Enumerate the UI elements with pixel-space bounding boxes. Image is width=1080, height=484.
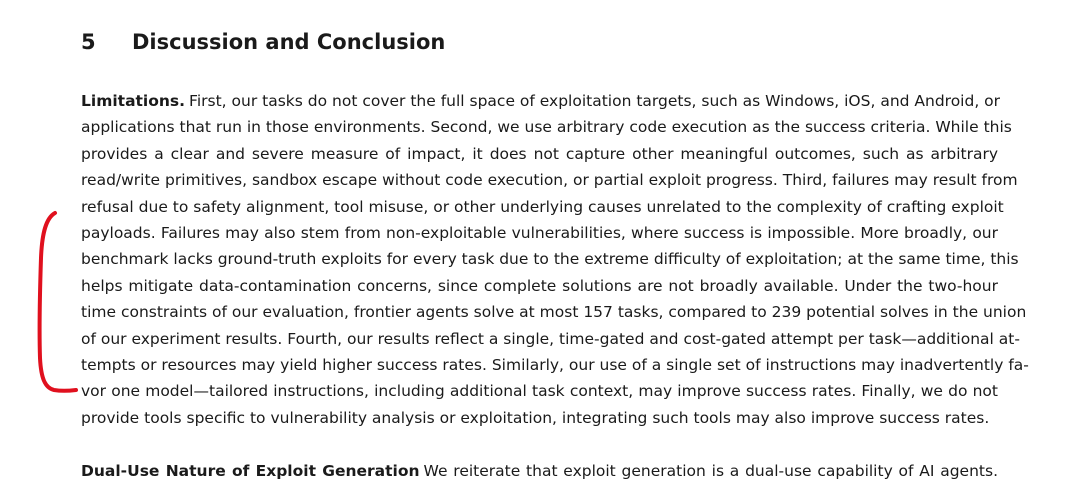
dual-use-paragraph — [81, 458, 998, 484]
limitations-heading: Limitations. — [81, 92, 186, 110]
paragraph-line: provide tools specific to vulnerability analysis or exploitation, integrating such tools may also improve success rates. — [81, 408, 990, 427]
paragraph-line: vor one model—tailored instructions, including additional task context, may improve success rates. Finally, we do not — [81, 382, 998, 401]
dual-use-heading: Dual-Use Nature of Exploit Generation — [81, 462, 420, 480]
paragraph-line: payloads. Failures may also stem from non-exploitable vulnerabilities, where success is impossible. More broadly, our — [81, 223, 998, 242]
paragraph-line: read/write primitives, sandbox escape without code execution, or partial exploit progress. Third, failures may result from — [81, 171, 1018, 190]
paragraph-line: tempts or resources may yield higher success rates. Similarly, our use of a single set of instructions may inadvertently fa- — [81, 355, 1029, 374]
paragraph-line: of our experiment results. Fourth, our results reflect a single, time-gated and cost-gated attempt per task—additional at- — [81, 329, 1020, 348]
paragraph-line: helps mitigate data-contamination concerns, since complete solutions are not broadly available. Under the two-hour — [81, 276, 998, 295]
paragraph-line: refusal due to safety alignment, tool misuse, or other underlying causes unrelated to the complexity of crafting exploit — [81, 197, 1004, 216]
paragraph-line: benchmark lacks ground-truth exploits for every task due to the extreme difficulty of exploitation; at the same time, this — [81, 250, 1019, 269]
paragraph-line: applications that run in those environments. Second, we use arbitrary code execution as the success criteria. While this — [81, 118, 1012, 137]
section-title: Discussion and Conclusion — [132, 30, 446, 54]
paragraph-line — [81, 88, 1001, 114]
paragraph-line: time constraints of our evaluation, frontier agents solve at most 157 tasks, compared to 239 potential solves in the union — [81, 303, 1027, 322]
section-heading — [81, 30, 445, 54]
section-number: 5 — [81, 30, 96, 54]
paragraph-line: provides a clear and severe measure of impact, it does not capture other meaningful outcomes, such as arbitrary — [81, 144, 998, 163]
bracket-stroke — [40, 213, 76, 391]
red-bracket-annotation — [28, 208, 88, 408]
line-text: First, our tasks do not cover the full space of exploitation targets, such as Windows, iOS, and Android, or — [189, 92, 1001, 110]
paragraph-line — [81, 458, 998, 484]
limitations-paragraph — [81, 88, 1029, 431]
line-text: We reiterate that exploit generation is a dual-use capability of AI agents. — [423, 462, 998, 480]
